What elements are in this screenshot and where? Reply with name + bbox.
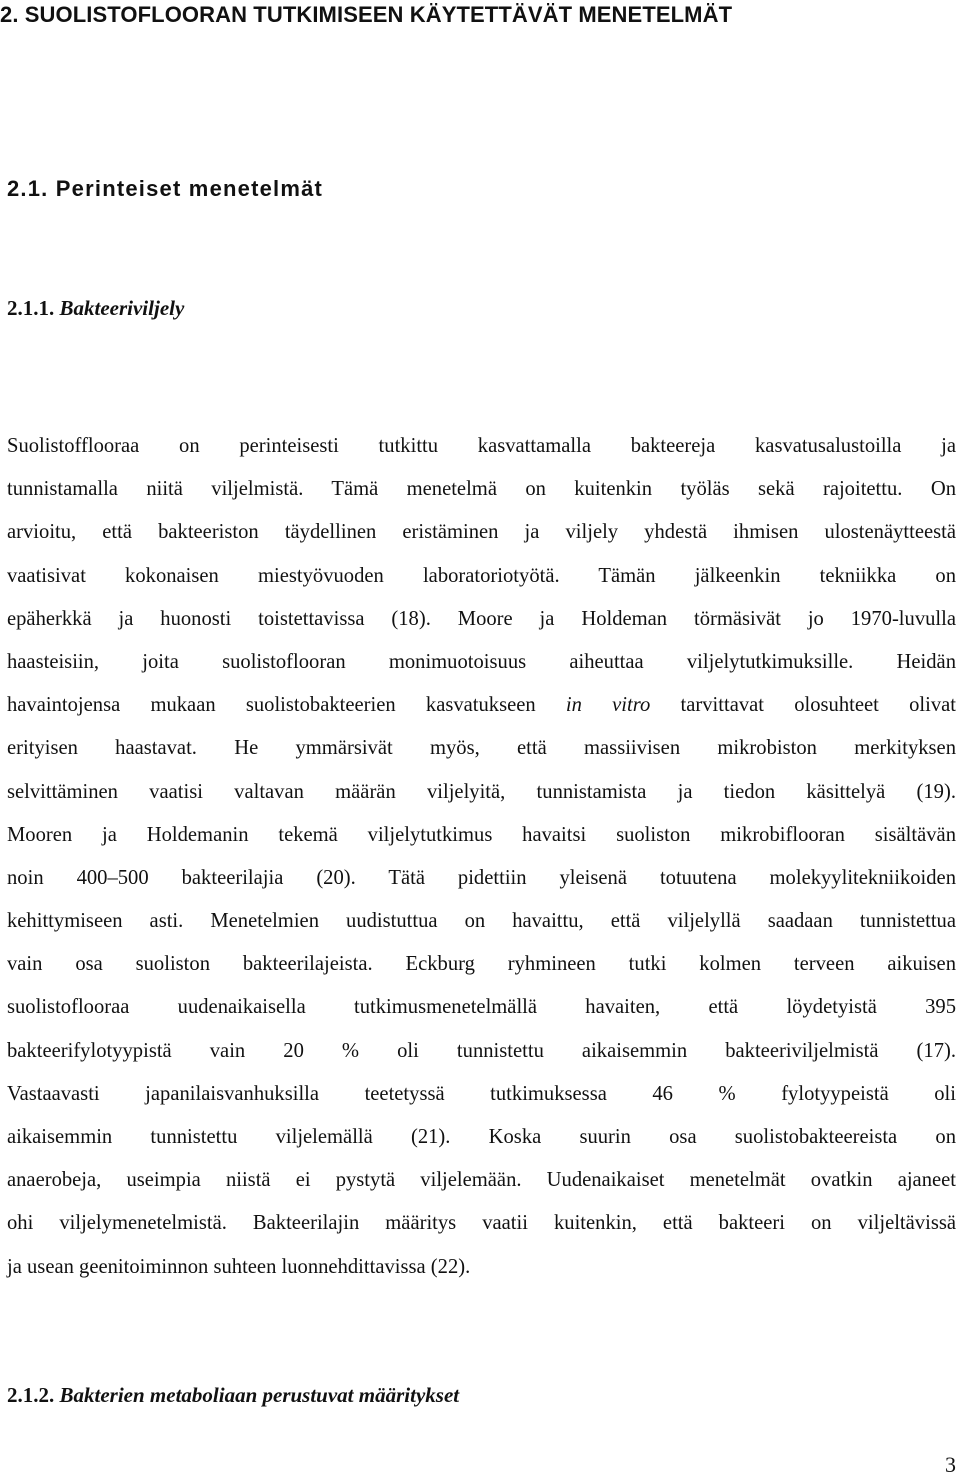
section-heading: 2.1. Perinteiset menetelmät [7, 176, 324, 201]
paragraph-line: tunnistamalla niitä viljelmistä. Tämä menetelmä on kuitenkin työläs sekä rajoitettu. On [7, 478, 956, 501]
subsection-title: Bakteeriviljely [59, 296, 185, 320]
paragraph-line: suolistoflooraa uudenaikaisella tutkimusmenetelmällä havaiten, että löydetyistä 395 [7, 996, 956, 1019]
paragraph-line: vain osa suoliston bakteerilajeista. Eckburg ryhmineen tutki kolmen terveen aikuisen [7, 953, 956, 976]
paragraph-line: erityisen haastavat. He ymmärsivät myös, että massiivisen mikrobiston merkityksen [7, 737, 956, 760]
line-text: havaintojensa mukaan suolistobakteerien kasvatukseen [7, 694, 566, 717]
page-number: 3 [945, 1452, 956, 1477]
paragraph-line: aikaisemmin tunnistettu viljelemällä (21). Koska suurin osa suolistobakteereista on [7, 1126, 956, 1148]
paragraph-line: anaerobeja, useimpia niistä ei pystytä viljelemään. Uudenaikaiset menetelmät ovatkin ajaneet [7, 1169, 956, 1192]
paragraph-line: noin 400–500 bakteerilajia (20). Tätä pidettiin yleisenä totuutena molekyylitekniikoiden [7, 866, 956, 889]
line-text: tarvittavat olosuhteet olivat [650, 694, 956, 717]
italic-term: in vitro [565, 694, 651, 717]
paragraph-line: arvioitu, että bakteeriston täydellinen eristäminen ja viljely yhdestä ihmisen ulostenäytteestä [7, 521, 956, 544]
paragraph-line: Mooren ja Holdemanin tekemä viljelytutkimus havaitsi suoliston mikrobiflooran sisältävän [7, 823, 956, 846]
paragraph-line: ja usean geenitoiminnon suhteen luonnehdittavissa (22). [7, 1255, 471, 1278]
subsection-heading-bacterial-culture [7, 296, 184, 321]
paragraph-line: bakteerifylotyypistä vain 20 % oli tunnistettu aikaisemmin bakteeriviljelmistä (17). [7, 1039, 956, 1062]
chapter-heading: 2. SUOLISTOFLOORAN TUTKIMISEEN KÄYTETTÄVÄT MENETELMÄT [0, 2, 733, 27]
subsection-number: 2.1.2. [7, 1383, 55, 1407]
paragraph-line: Vastaavasti japanilaisvanhuksilla teetetyssä tutkimuksessa 46 % fylotyypeistä oli [7, 1082, 956, 1105]
paragraph-line [7, 684, 956, 727]
subsection-number: 2.1.1. [7, 296, 55, 320]
paragraph-line: kehittymiseen asti. Menetelmien uudistuttua on havaittu, että viljelyllä saadaan tunnistettua [7, 910, 956, 933]
paragraph-line: ohi viljelymenetelmistä. Bakteerilajin määritys vaatii kuitenkin, että bakteeri on viljeltävissä [7, 1212, 956, 1235]
paragraph-line: selvittäminen vaatisi valtavan määrän viljelyitä, tunnistamista ja tiedon käsittelyä (19). [7, 780, 956, 803]
paragraph-line: haasteisiin, joita suolistoflooran monimuotoisuus aiheuttaa viljelytutkimuksille. Heidän [7, 650, 956, 673]
paragraph-line: vaatisivat kokonaisen miestyövuoden laboratoriotyötä. Tämän jälkeenkin tekniikka on [7, 564, 956, 587]
paragraph-line: epäherkkä ja huonosti toistettavissa (18). Moore ja Holdeman törmäsivät jo 1970-luvulla [7, 607, 956, 630]
paragraph-line: Suolistofflooraa on perinteisesti tutkittu kasvattamalla bakteereja kasvatusalustoilla ja [7, 435, 956, 457]
subsection-title: Bakterien metaboliaan perustuvat määritykset [59, 1383, 460, 1407]
subsection-heading-metabolic-assays [7, 1383, 459, 1408]
body-paragraph [7, 425, 956, 1289]
